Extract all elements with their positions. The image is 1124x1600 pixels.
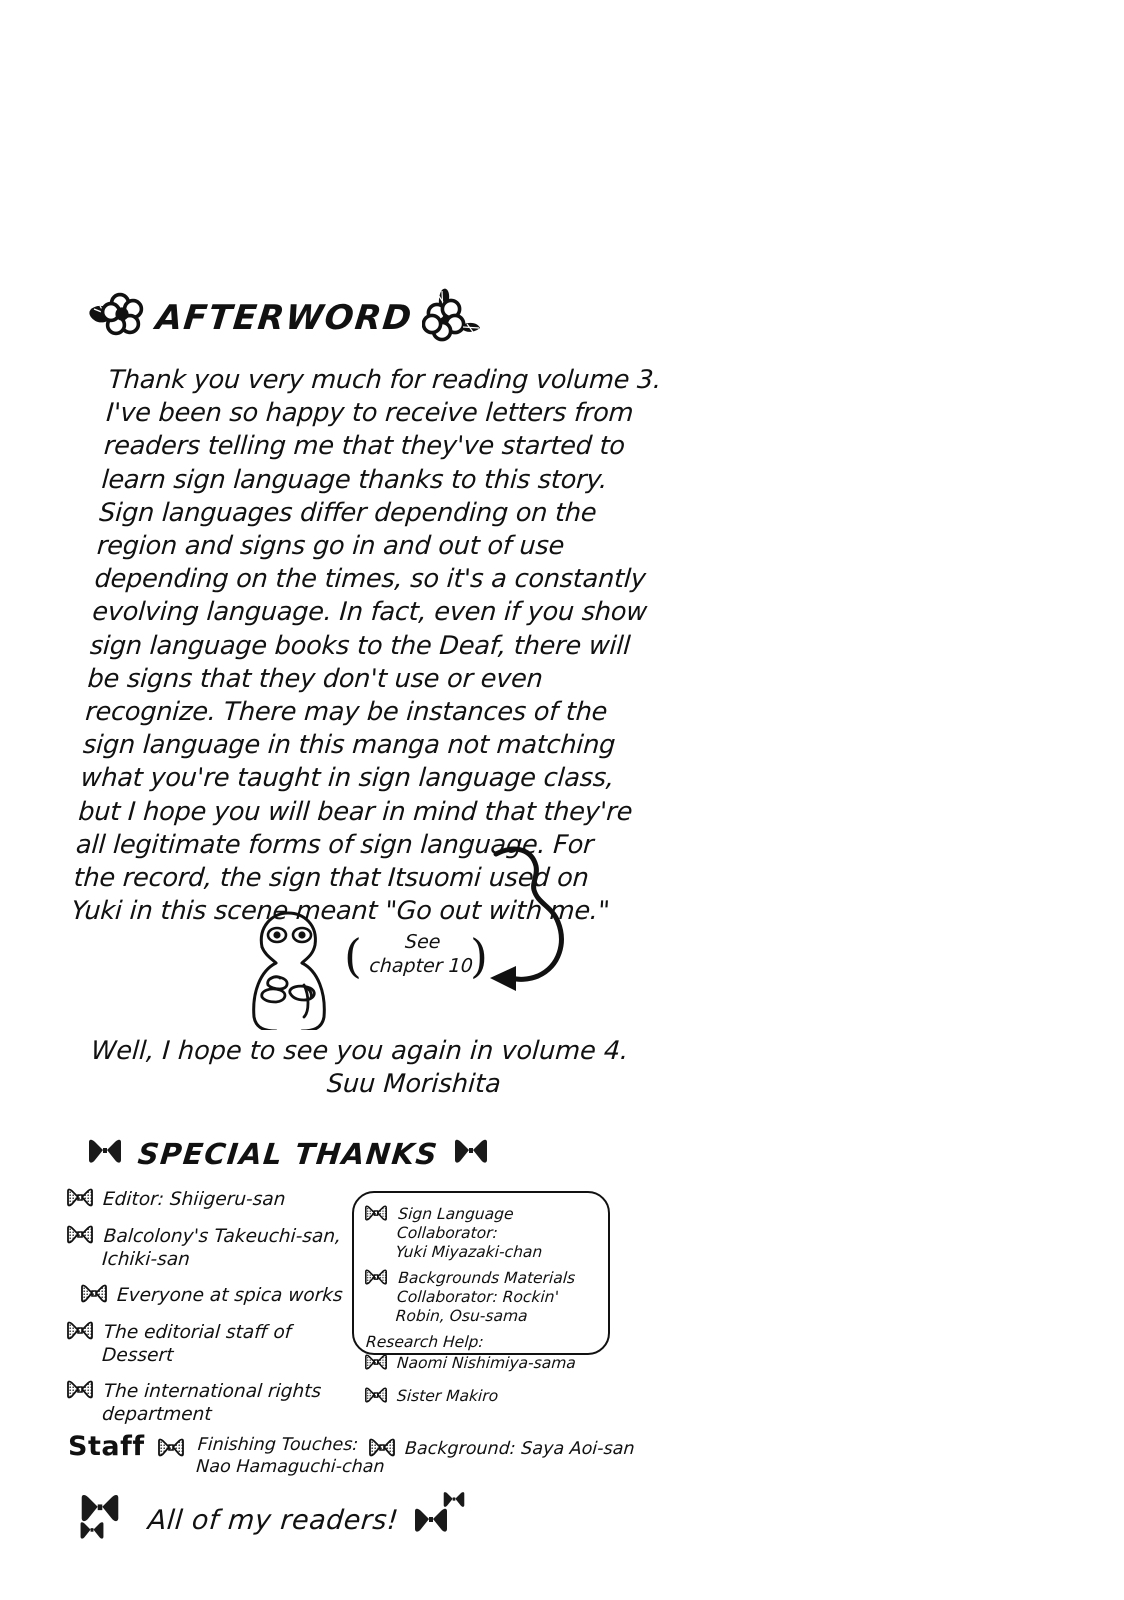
credit-item xyxy=(66,1380,366,1426)
staff-label: Staff xyxy=(68,1431,145,1462)
credit-item xyxy=(66,1284,366,1308)
bow-icon-group-right xyxy=(411,1491,473,1549)
bow-bullet-icon xyxy=(364,1354,388,1375)
readers-thanks-label: All of my readers! xyxy=(146,1504,400,1536)
credit-item xyxy=(66,1188,366,1212)
bow-icon xyxy=(411,1507,451,1535)
doodle-character-illustration xyxy=(232,905,362,1030)
credit-item xyxy=(364,1269,598,1326)
credit-item xyxy=(66,1225,366,1271)
bow-bullet-icon xyxy=(66,1321,94,1345)
credit-label: Sister Makiro xyxy=(396,1387,499,1405)
credit-item xyxy=(364,1205,598,1262)
bow-icon xyxy=(78,1521,106,1541)
bow-icon xyxy=(86,1138,124,1170)
background-credit-label: Background: Saya Aoi-san xyxy=(404,1439,636,1459)
curved-arrow-icon xyxy=(482,842,602,997)
background-credit xyxy=(368,1438,635,1462)
bow-bullet-icon xyxy=(66,1188,94,1212)
annotation-paren-close: ) xyxy=(470,929,488,983)
afterword-body-paragraph: Thank you very much for reading volume 3. I've been so happy to receive letters from readers telling me that they've started to learn sign language thanks to this story. Sign languages differ depending on the region and signs go in and out of use depending on the times, so it's a constantly evolving language. In fact, even if you show sign language books to the Deaf, there will be signs that they don't use or even recognize. There may be instances of the sign language in this manga not matching what you're taught in sign language class, but I hope you will bear in mind that they're all legitimate forms of sign language. For the record, the sign that Itsuomi used on Yuki in this scene meant "Go out with me." xyxy=(70,365,663,927)
special-thanks-title: SPECIAL THANKS xyxy=(136,1137,440,1171)
annotation-line-1: See xyxy=(404,931,442,953)
credit-item xyxy=(364,1387,598,1408)
closing-block xyxy=(88,1035,653,1101)
credit-label: Everyone at spica works xyxy=(116,1285,344,1306)
credit-label: Editor: Shiigeru-san xyxy=(102,1189,287,1210)
credit-label: Backgrounds Materials Collaborator: Rockin' Robin, Osu-sama xyxy=(395,1269,576,1325)
bow-icon-group-left xyxy=(74,1491,136,1549)
finishing-touches-credit: Finishing Touches: Nao Hamaguchi-chan xyxy=(195,1435,385,1477)
closing-line: Well, I hope to see you again in volume 4. xyxy=(90,1036,630,1066)
credit-label: The international rights department xyxy=(101,1381,322,1425)
flower-icon xyxy=(88,291,146,345)
bow-icon xyxy=(441,1491,467,1509)
credit-label: Balcolony's Takeuchi-san, Ichiki-san xyxy=(101,1226,342,1270)
bow-bullet-icon xyxy=(66,1380,94,1404)
annotation-line-2: chapter 10 xyxy=(368,955,474,977)
bow-bullet-icon xyxy=(80,1284,108,1308)
afterword-title-row xyxy=(88,288,484,348)
special-thanks-header xyxy=(86,1132,490,1176)
credit-item xyxy=(364,1354,598,1375)
bow-bullet-icon xyxy=(364,1205,388,1226)
credit-label: The editorial staff of Dessert xyxy=(101,1322,293,1366)
bow-bullet-icon xyxy=(364,1269,388,1290)
author-signature: Suu Morishita xyxy=(325,1069,502,1099)
research-help-heading: Research Help: xyxy=(365,1333,485,1351)
readers-thanks-row xyxy=(74,1492,473,1548)
staff-row xyxy=(68,1432,385,1478)
bow-bullet-icon xyxy=(66,1225,94,1249)
special-thanks-left-column xyxy=(66,1188,366,1439)
special-thanks-boxed-column xyxy=(352,1191,610,1405)
credit-label: Sign Language Collaborator: Yuki Miyazaki-chan xyxy=(395,1205,543,1261)
bow-bullet-icon xyxy=(364,1387,388,1408)
credit-item xyxy=(66,1321,366,1367)
credit-label: Naomi Nishimiya-sama xyxy=(396,1354,577,1372)
bow-bullet-icon xyxy=(157,1438,185,1462)
page-title: AFTERWORD xyxy=(153,298,415,338)
bow-bullet-icon xyxy=(368,1438,396,1462)
bow-icon xyxy=(452,1138,490,1170)
flower-icon xyxy=(422,287,484,349)
annotation-paren-open: ( xyxy=(344,929,362,983)
